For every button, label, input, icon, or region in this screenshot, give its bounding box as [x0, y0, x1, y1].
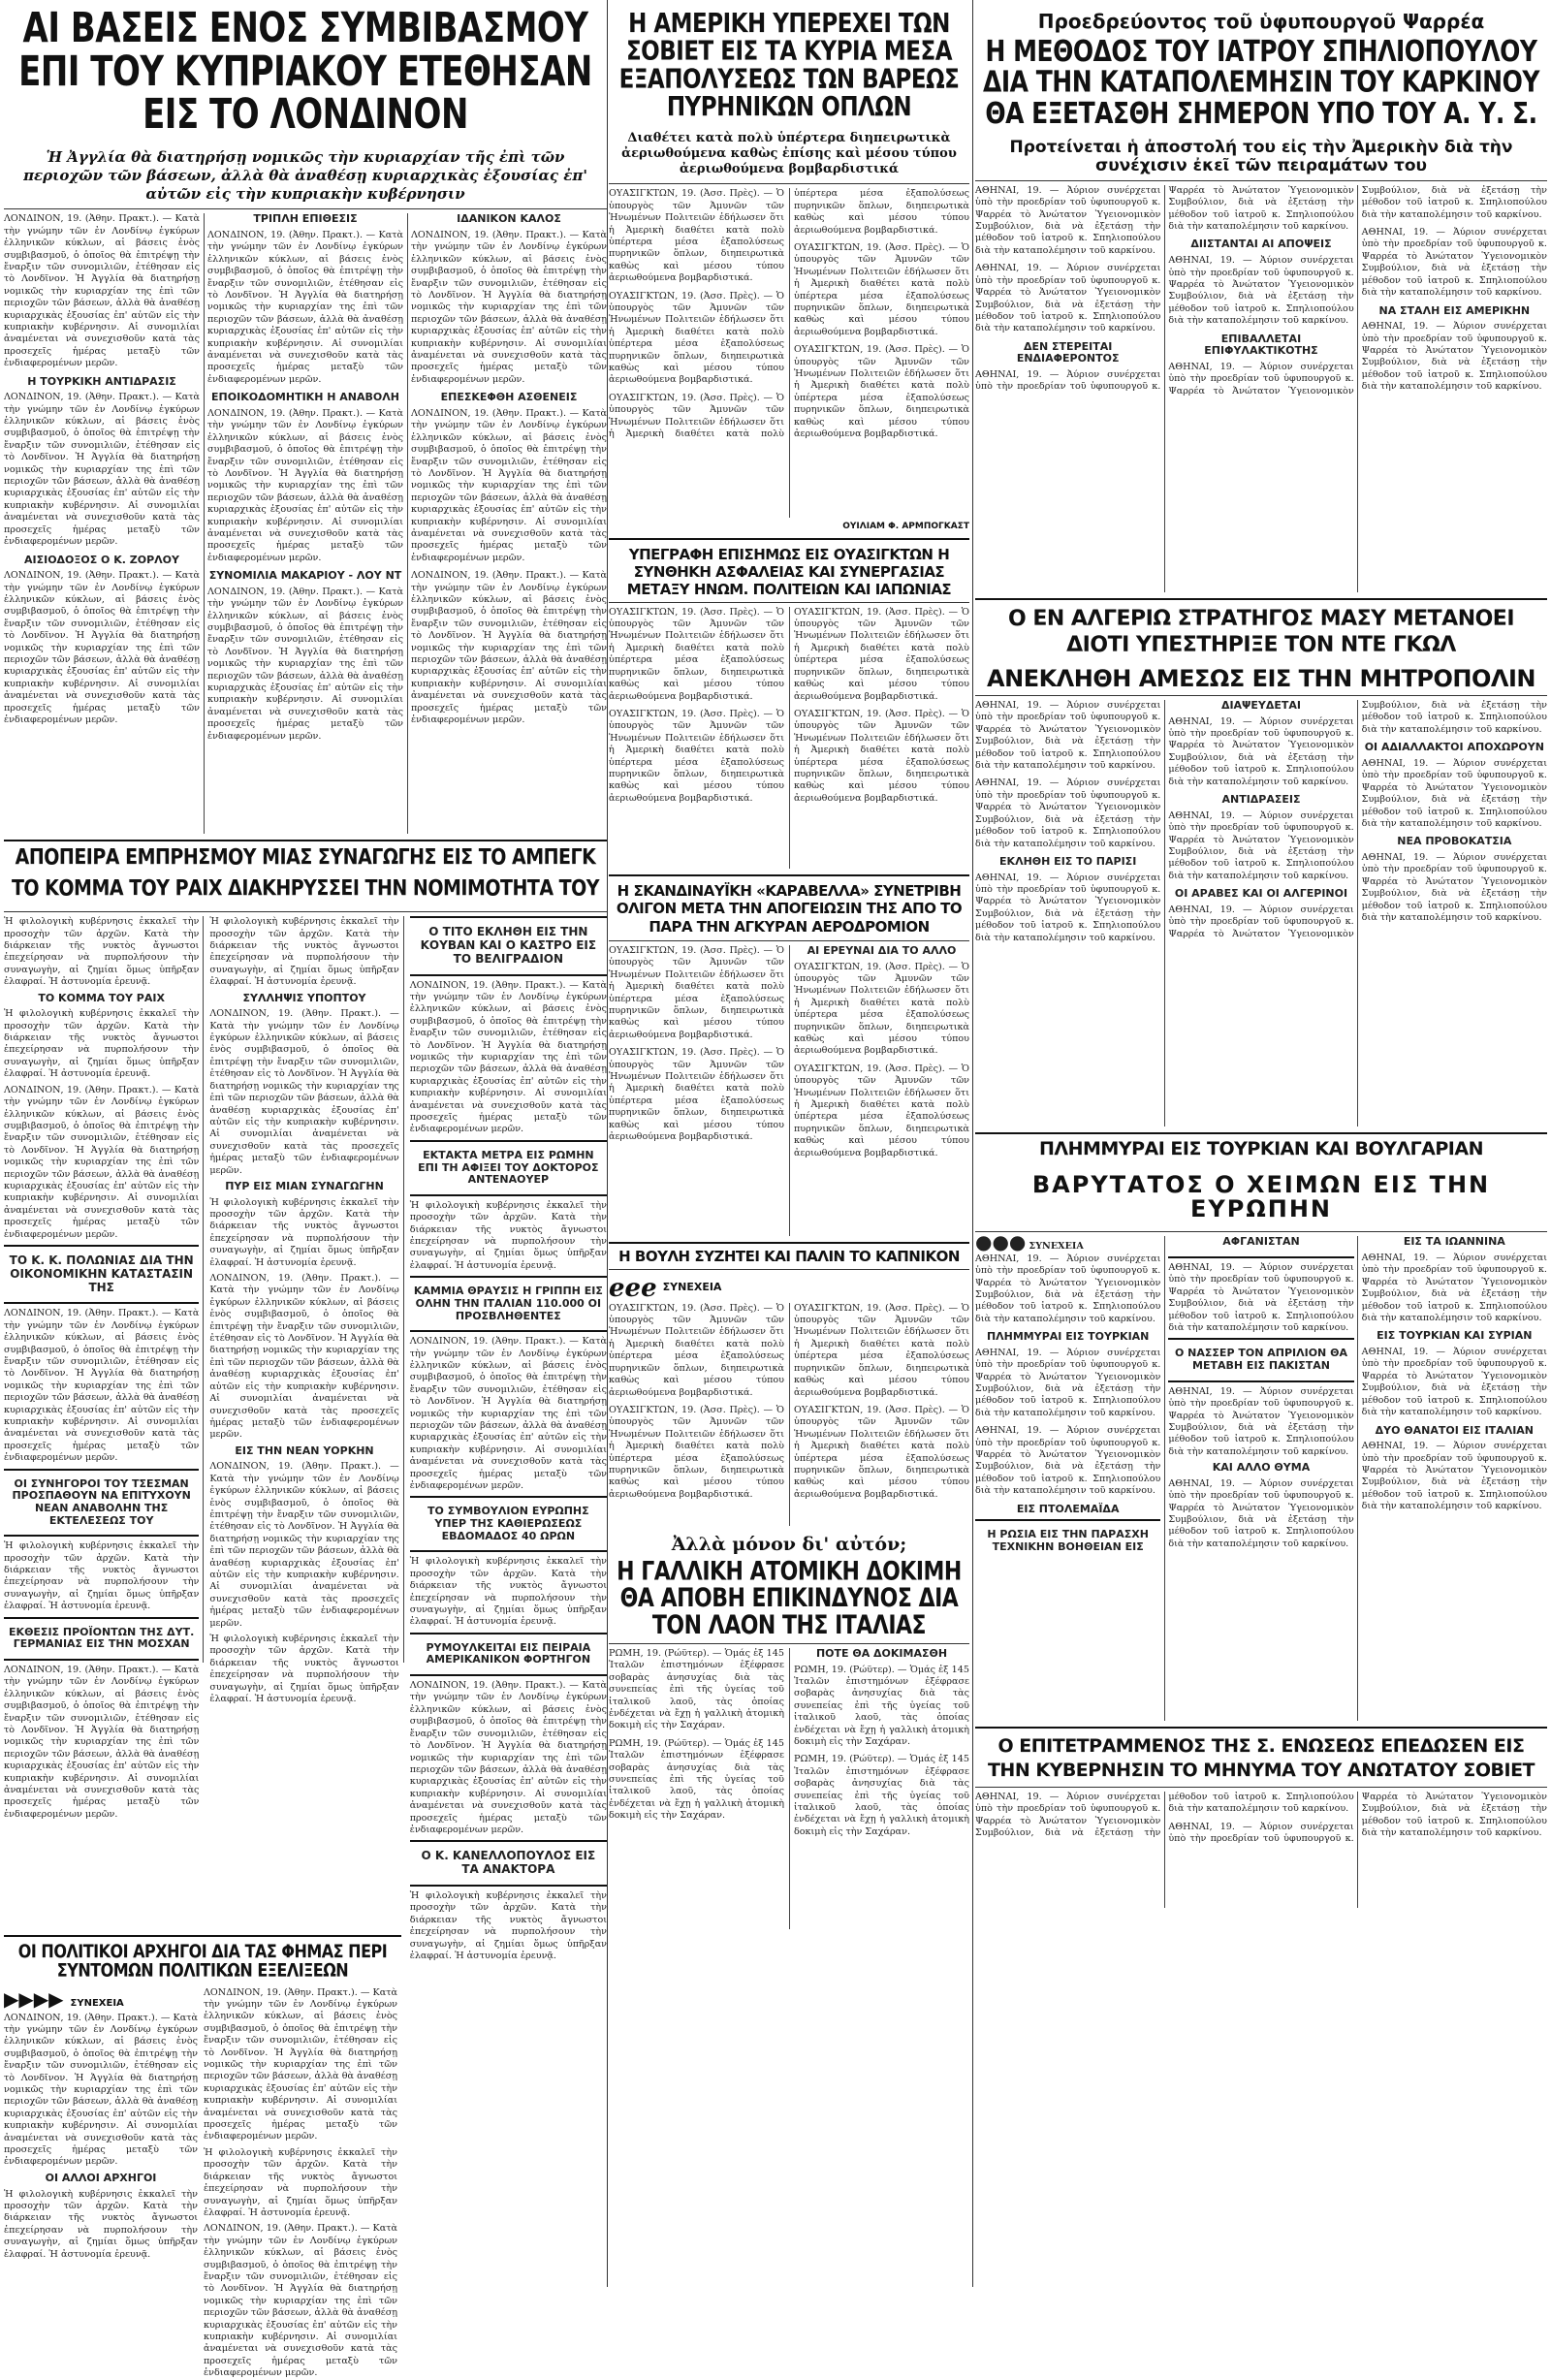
- headline-floods: ΠΛΗΜΜΥΡΑΙ ΕΙΣ ΤΟΥΡΚΙΑΝ ΚΑΙ ΒΟΥΛΓΑΡΙΑΝ: [1039, 1138, 1483, 1160]
- divider: [975, 1727, 1547, 1729]
- article-caravelle-body: [609, 945, 969, 1236]
- article-left-narrow: [4, 916, 204, 1820]
- divider: [975, 695, 1547, 696]
- political-leaders-section: [4, 1929, 401, 2379]
- article-paragraph: ΛΟΝΔΙΝΟΝ, 19. (Ἀθην. Πρακτ.). — Κατὰ τὴν γνώμην τῶν ἐν Λονδίνῳ ἐγκύρων ἑλληνικῶν κύκλων, αἱ βάσεις ἑνὸς συμβιβασμοῦ, ὁ ὁποῖος θὰ ἐπιτρέψῃ τὴν ἔναρξιν τῶν συνομιλιῶν, ἐτέθησαν εἰς τὸ Λονδῖνον. Ἡ Ἀγγλία θὰ διατηρήσῃ νομικῶς τὴν κυριαρχίαν της ἐπὶ τῶν περιοχῶν τῶν βάσεων, ἀλλὰ θὰ ἀναθέσῃ κυριαρχικὰς ἐξουσίας ἐπ' αὐτῶν εἰς τὴν κυπριακὴν κυβέρνησιν. Αἱ συνομιλίαι ἀναμένεται νὰ συνεχισθοῦν κατὰ τὰς προσεχεῖς ἡμέρας μεταξὺ τῶν ἐνδιαφερομένων μερῶν.: [207, 407, 403, 563]
- article-paragraph: ΑΘΗΝΑΙ, 19. — Ἀύριον συνέρχεται ὑπὸ τὴν προεδρίαν τοῦ ὑφυπουργοῦ κ. Ψαρρέα τὸ Ἀνώτατον Ὑγειονομικὸν Συμβούλιον, διὰ νὰ ἐξετάσῃ τὴν μέθοδον τοῦ ἰατροῦ κ. Σπηλιοπούλου διὰ τὴν καταπολέμησιν τοῦ καρκίνου.: [1361, 1347, 1547, 1418]
- box-title: ΕΚΘΕΣΙΣ ΠΡΟΪΟΝΤΩΝ ΤΗΣ ΔΥΤ. ΓΕΡΜΑΝΙΑΣ ΕΙΣ ΤΗΝ ΜΟΣΧΑΝ: [9, 1625, 195, 1651]
- box-title: ΚΑΜΜΙΑ ΘΡΑΥΣΙΣ Η ΓΡΙΠΠΗ ΕΙΣ ΟΛΗΝ ΤΗΝ ΙΤΑΛΙΑΝ 110.000 ΟΙ ΠΡΟΣΒΛΗΘΕΝΤΕΣ: [413, 1285, 603, 1322]
- article-paragraph: Ἡ φιλολογικὴ κυβέρνησις ἐκκαλεῖ τὴν προσοχὴν τῶν ἀρχῶν. Κατὰ τὴν διάρκειαν τῆς νυκτὸς ἄγνωστοι ἐπεχείρησαν νὰ πυρπολήσουν τὴν συναγωγὴν, αἱ ζημίαι ὅμως ὑπῆρξαν ἐλαφραί. Ἡ ἀστυνομία ἐρευνᾷ.: [209, 916, 399, 988]
- divider: [975, 1132, 1547, 1134]
- section-subhead: ΑΝΤΙΔΡΑΣΕΙΣ: [1221, 793, 1301, 807]
- article-paragraph: Ἡ φιλολογικὴ κυβέρνησις ἐκκαλεῖ τὴν προσοχὴν τῶν ἀρχῶν. Κατὰ τὴν διάρκειαν τῆς νυκτὸς ἄγνωστοι ἐπεχείρησαν νὰ πυρπολήσουν τὴν συναγωγὴν, αἱ ζημίαι ὅμως ὑπῆρξαν ἐλαφραί. Ἡ ἀστυνομία ἐρευνᾷ.: [209, 1634, 399, 1705]
- article-left-middle: [209, 916, 403, 1705]
- article-paragraph: ΟΥΑΣΙΓΚΤΩΝ, 19. (Ἀσσ. Πρὲς). — Ὁ ὑπουργὸς τῶν Ἀμυνῶν τῶν Ἡνωμένων Πολιτειῶν ἐδήλωσεν ὅτι ἡ Ἀμερικὴ διαθέτει κατὰ πολὺ ὑπέρτερα μέσα ἐξαπολύσεως πυρηνικῶν ὅπλων, διηπειρωτικὰ καθὼς καὶ μέσου τύπου ἀεριωθούμενα βομβαρδιστικά.: [609, 1404, 784, 1500]
- article-atomic-body: [609, 1648, 969, 1929]
- continuation-row: [975, 1230, 1160, 1254]
- headline-french-atomic-test: Η ΓΑΛΛΙΚΗ ΑΤΟΜΙΚΗ ΔΟΚΙΜΗ ΘΑ ΑΠΟΒΗ ΕΠΙΚΙΝΔΥΝΟΣ ΔΙΑ ΤΟΝ ΛΑΟΝ ΤΗΣ ΙΤΑΛΙΑΣ: [617, 1557, 962, 1640]
- article-paragraph: ΟΥΑΣΙΓΚΤΩΝ, 19. (Ἀσσ. Πρὲς). — Ὁ ὑπουργὸς τῶν Ἀμυνῶν τῶν Ἡνωμένων Πολιτειῶν ἐδήλωσεν ὅτι ἡ Ἀμερικὴ διαθέτει κατὰ πολὺ ὑπέρτερα μέσα ἐξαπολύσεως πυρηνικῶν ὅπλων, διηπειρωτικὰ καθὼς καὶ μέσου τύπου ἀεριωθούμενα βομβαρδιστικά.: [794, 344, 969, 440]
- article-paragraph: ΑΘΗΝΑΙ, 19. — Ἀύριον συνέρχεται ὑπὸ τὴν προεδρίαν τοῦ ὑφυπουργοῦ κ. Ψαρρέα τὸ Ἀνώτατον Ὑγειονομικὸν Συμβούλιον, διὰ νὰ ἐξετάσῃ τὴν μέθοδον τοῦ ἰατροῦ κ. Σπηλιοπούλου διὰ τὴν καταπολέμησιν τοῦ καρκίνου.: [975, 872, 1161, 943]
- article-political-body-2: [204, 1986, 397, 2379]
- article-paragraph: ΑΘΗΝΑΙ, 19. — Ἀύριον συνέρχεται ὑπὸ τὴν προεδρίαν τοῦ ὑφυπουργοῦ κ. Ψαρρέα τὸ Ἀνώτατον Ὑγειονομικὸν Συμβούλιον, διὰ νὰ ἐξετάσῃ τὴν μέθοδον τοῦ ἰατροῦ κ. Σπηλιοπούλου διὰ τὴν καταπολέμησιν τοῦ καρκίνου.: [975, 777, 1161, 849]
- headline-america-soviet: Η ΑΜΕΡΙΚΗ ΥΠΕΡΕΧΕΙ ΤΩΝ ΣΟΒΙΕΤ ΕΙΣ ΤΑ ΚΥΡΙΑ ΜΕΣΑ ΕΞΑΠΟΛΥΣΕΩΣ ΤΩΝ ΒΑΡΕΩΣ ΠΥΡΗΝΙΚΩΝ ΟΠΛΩΝ: [618, 8, 960, 123]
- headline-soviet-message: Ο ΕΠΙΤΕΤΡΑΜΜΕΝΟΣ ΤΗΣ Σ. ΕΝΩΣΕΩΣ ΕΠΕΔΩΣΕΝ ΕΙΣ ΤΗΝ ΚΥΒΕΡΝΗΣΙΝ ΤΟ ΜΗΝΥΜΑ ΤΟΥ ΑΝΩΤΑΤΟΥ ΣΟΒΙΕΤ: [987, 1735, 1535, 1782]
- headline-caravelle-crash: Η ΣΚΑΝΔΙΝΑΥΪΚΗ «ΚΑΡΑΒΕΛΛΑ» ΣΥΝΕΤΡΙΒΗ ΟΛΙΓΟΝ ΜΕΤΑ ΤΗΝ ΑΠΟΓΕΙΩΣΙΝ ΤΗΣ ΑΠΟ ΤΟ ΠΑΡΑ ΤΗΝ ΑΓΚΥΡΑΝ ΑΕΡΟΔΡΟΜΙΟΝ: [616, 881, 963, 936]
- article-paragraph: Ἡ φιλολογικὴ κυβέρνησις ἐκκαλεῖ τὴν προσοχὴν τῶν ἀρχῶν. Κατὰ τὴν διάρκειαν τῆς νυκτὸς ἄγνωστοι ἐπεχείρησαν νὰ πυρπολήσουν τὴν συναγωγὴν, αἱ ζημίαι ὅμως ὑπῆρξαν ἐλαφραί. Ἡ ἀστυνομία ἐρευνᾷ.: [409, 1556, 607, 1628]
- news-box-council-europe: [410, 1496, 607, 1552]
- column-right: [975, 0, 1547, 2287]
- article-paragraph: Ἡ φιλολογικὴ κυβέρνησις ἐκκαλεῖ τὴν προσοχὴν τῶν ἀρχῶν. Κατὰ τὴν διάρκειαν τῆς νυκτὸς ἄγνωστοι ἐπεχείρησαν νὰ πυρπολήσουν τὴν συναγωγὴν, αἱ ζημίαι ὅμως ὑπῆρξαν ἐλαφραί. Ἡ ἀστυνομία ἐρευνᾷ.: [4, 916, 200, 988]
- box-title: ΤΟ ΣΥΜΒΟΥΛΙΟΝ ΕΥΡΩΠΗΣ ΥΠΕΡ ΤΗΣ ΚΑΘΙΕΡΩΣΕΩΣ ΕΒΔΟΜΑΔΟΣ 40 ΩΡΩΝ: [427, 1505, 589, 1542]
- article-paragraph: Ἡ φιλολογικὴ κυβέρνησις ἐκκαλεῖ τὴν προσοχὴν τῶν ἀρχῶν. Κατὰ τὴν διάρκειαν τῆς νυκτὸς ἄγνωστοι ἐπεχείρησαν νὰ πυρπολήσουν τὴν συναγωγὴν, αἱ ζημίαι ὅμως ὑπῆρξαν ἐλαφραί. Ἡ ἀστυνομία ἐρευνᾷ.: [209, 1196, 399, 1268]
- article-paragraph: ΑΘΗΝΑΙ, 19. — Ἀύριον συνέρχεται ὑπὸ τὴν προεδρίαν τοῦ ὑφυπουργοῦ κ. Ψαρρέα τὸ Ἀνώτατον Ὑγειονομικὸν Συμβούλιον, διὰ νὰ ἐξετάσῃ τὴν μέθοδον τοῦ ἰατροῦ κ. Σπηλιοπούλου διὰ τὴν καταπολέμησιν τοῦ καρκίνου.: [975, 1791, 1354, 1838]
- article-paragraph: ΑΘΗΝΑΙ, 19. — Ἀύριον συνέρχεται ὑπὸ τὴν προεδρίαν τοῦ ὑφυπουργοῦ κ. Ψαρρέα τὸ Ἀνώτατον Ὑγειονομικὸν Συμβούλιον, διὰ νὰ ἐξετάσῃ τὴν μέθοδον τοῦ ἰατροῦ κ. Σπηλιοπούλου διὰ τὴν καταπολέμησιν τοῦ καρκίνου.: [975, 184, 1354, 393]
- section-subhead: ΕΙΣ ΤΑ ΙΩΑΝΝΙΝΑ: [1403, 1235, 1505, 1249]
- article-paragraph: ΑΘΗΝΑΙ, 19. — Ἀύριον συνέρχεται ὑπὸ τὴν προεδρίαν τοῦ ὑφυπουργοῦ κ. Ψαρρέα τὸ Ἀνώτατον Ὑγειονομικὸν Συμβούλιον, διὰ νὰ ἐξετάσῃ τὴν μέθοδον τοῦ ἰατροῦ κ. Σπηλιοπούλου διὰ τὴν καταπολέμησιν τοῦ καρκίνου.: [1168, 184, 1547, 397]
- article-paragraph: ΛΟΝΔΙΝΟΝ, 19. (Ἀθην. Πρακτ.). — Κατὰ τὴν γνώμην τῶν ἐν Λονδίνῳ ἐγκύρων ἑλληνικῶν κύκλων, αἱ βάσεις ἑνὸς συμβιβασμοῦ, ὁ ὁποῖος θὰ ἐπιτρέψῃ τὴν ἔναρξιν τῶν συνομιλιῶν, ἐτέθησαν εἰς τὸ Λονδῖνον. Ἡ Ἀγγλία θὰ διατηρήσῃ νομικῶς τὴν κυριαρχίαν της ἐπὶ τῶν περιοχῶν τῶν βάσεων, ἀλλὰ θὰ ἀναθέσῃ κυριαρχικὰς ἐξουσίας ἐπ' αὐτῶν εἰς τὴν κυπριακὴν κυβέρνησιν. Αἱ συνομιλίαι ἀναμένεται νὰ συνεχισθοῦν κατὰ τὰς προσεχεῖς ἡμέρας μεταξὺ τῶν ἐνδιαφερομένων μερῶν.: [409, 1336, 607, 1492]
- section-subhead: ΕΙΣ ΠΤΟΛΕΜΑΪΔΑ: [1016, 1502, 1120, 1515]
- continuation-label: ΣΥΝΕΧΕΙΑ: [70, 1997, 124, 2009]
- article-paragraph: ΟΥΑΣΙΓΚΤΩΝ, 19. (Ἀσσ. Πρὲς). — Ὁ ὑπουργὸς τῶν Ἀμυνῶν τῶν Ἡνωμένων Πολιτειῶν ἐδήλωσεν ὅτι ἡ Ἀμερικὴ διαθέτει κατὰ πολὺ ὑπέρτερα μέσα ἐξαπολύσεως πυρηνικῶν ὅπλων, διηπειρωτικὰ καθὼς καὶ μέσου τύπου ἀεριωθούμενα βομβαρδιστικά.: [794, 1063, 969, 1158]
- section-subhead: ΕΙΣ ΤΗΝ ΝΕΑΝ ΥΟΡΚΗΝ: [235, 1444, 374, 1457]
- article-paragraph: ΡΩΜΗ, 19. (Ρώϋτερ). — Ὁμάς ἐξ 145 Ἰταλῶν ἐπιστημόνων ἐξέφρασε σοβαρὰς ἀνησυχίας διὰ τὰς συνεπείας ἐπὶ τῆς ὑγείας τοῦ ἰταλικοῦ λαοῦ, τὰς ὁποίας ἐνδέχεται νὰ ἔχῃ ἡ γαλλικὴ ἀτομικὴ δοκιμὴ εἰς τὴν Σαχάραν.: [609, 1647, 784, 1731]
- article-paragraph: ΛΟΝΔΙΝΟΝ, 19. (Ἀθην. Πρακτ.). — Κατὰ τὴν γνώμην τῶν ἐν Λονδίνῳ ἐγκύρων ἑλληνικῶν κύκλων, αἱ βάσεις ἑνὸς συμβιβασμοῦ, ὁ ὁποῖος θὰ ἐπιτρέψῃ τὴν ἔναρξιν τῶν συνομιλιῶν, ἐτέθησαν εἰς τὸ Λονδῖνον. Ἡ Ἀγγλία θὰ διατηρήσῃ νομικῶς τὴν κυριαρχίαν της ἐπὶ τῶν περιοχῶν τῶν βάσεων, ἀλλὰ θὰ ἀναθέσῃ κυριαρχικὰς ἐξουσίας ἐπ' αὐτῶν εἰς τὴν κυπριακὴν κυβέρνησιν. Αἱ συνομιλίαι ἀναμένεται νὰ συνεχισθοῦν κατὰ τὰς προσεχεῖς ἡμέρας μεταξὺ τῶν ἐνδιαφερομένων μερῶν.: [4, 213, 200, 369]
- article-paragraph: ΛΟΝΔΙΝΟΝ, 19. (Ἀθην. Πρακτ.). — Κατὰ τὴν γνώμην τῶν ἐν Λονδίνῳ ἐγκύρων ἑλληνικῶν κύκλων, αἱ βάσεις ἑνὸς συμβιβασμοῦ, ὁ ὁποῖος θὰ ἐπιτρέψῃ τὴν ἔναρξιν τῶν συνομιλιῶν, ἐτέθησαν εἰς τὸ Λονδῖνον. Ἡ Ἀγγλία θὰ διατηρήσῃ νομικῶς τὴν κυριαρχίαν της ἐπὶ τῶν περιοχῶν τῶν βάσεων, ἀλλὰ θὰ ἀναθέσῃ κυριαρχικὰς ἐξουσίας ἐπ' αὐτῶν εἰς τὴν κυπριακὴν κυβέρνησιν. Αἱ συνομιλίαι ἀναμένεται νὰ συνεχισθοῦν κατὰ τὰς προσεχεῖς ἡμέρας μεταξὺ τῶν ἐνδιαφερομένων μερῶν.: [411, 407, 607, 563]
- continuation-label: ΣΥΝΕΧΕΙΑ: [1029, 1241, 1084, 1253]
- continuation-row: [609, 1274, 969, 1303]
- article-soviet-body: [975, 1792, 1547, 1908]
- article-paragraph: ΛΟΝΔΙΝΟΝ, 19. (Ἀθην. Πρακτ.). — Κατὰ τὴν γνώμην τῶν ἐν Λονδίνῳ ἐγκύρων ἑλληνικῶν κύκλων, αἱ βάσεις ἑνὸς συμβιβασμοῦ, ὁ ὁποῖος θὰ ἐπιτρέψῃ τὴν ἔναρξιν τῶν συνομιλιῶν, ἐτέθησαν εἰς τὸ Λονδῖνον. Ἡ Ἀγγλία θὰ διατηρήσῃ νομικῶς τὴν κυριαρχίαν της ἐπὶ τῶν περιοχῶν τῶν βάσεων, ἀλλὰ θὰ ἀναθέσῃ κυριαρχικὰς ἐξουσίας ἐπ' αὐτῶν εἰς τὴν κυπριακὴν κυβέρνησιν. Αἱ συνομιλίαι ἀναμένεται νὰ συνεχισθοῦν κατὰ τὰς προσεχεῖς ἡμέρας μεταξὺ τῶν ἐνδιαφερομένων μερῶν.: [4, 1308, 200, 1464]
- divider: [975, 1787, 1547, 1788]
- subheadline-cyprus: Ἡ Ἀγγλία θὰ διατηρήσῃ νομικῶς τὴν κυριαρχίαν τῆς ἐπὶ τῶν περιοχῶν τῶν βάσεων, ἀλλὰ θὰ ἀναθέσῃ κυριαρχικὰς ἐξουσίας ἐπ' αὐτῶν εἰς τὴν κυπριακὴν κυβέρνησιν: [23, 148, 587, 203]
- headline-winter-europe: ΒΑΡΥΤΑΤΟΣ Ο ΧΕΙΜΩΝ ΕΙΣ ΤΗΝ ΕΥΡΩΠΗΝ: [1031, 1170, 1491, 1223]
- box-title: Ο ΤΙΤΟ ΕΚΛΗΘΗ ΕΙΣ ΤΗΝ ΚΟΥΒΑΝ ΚΑΙ Ο ΚΑΣΤΡΟ ΕΙΣ ΤΟ ΒΕΛΙΓΡΑΔΙΟΝ: [420, 925, 597, 966]
- continuation-row: [4, 1986, 401, 2379]
- article-paragraph: ΑΘΗΝΑΙ, 19. — Ἀύριον συνέρχεται ὑπὸ τὴν προεδρίαν τοῦ ὑφυπουργοῦ κ. Ψαρρέα τὸ Ἀνώτατον Ὑγειονομικὸν Συμβούλιον, διὰ νὰ ἐξετάσῃ τὴν μέθοδον τοῦ ἰατροῦ κ. Σπηλιοπούλου διὰ τὴν καταπολέμησιν τοῦ καρκίνου.: [1168, 715, 1354, 787]
- article-parliament-body: [609, 1303, 969, 1526]
- article-paragraph: ΟΥΑΣΙΓΚΤΩΝ, 19. (Ἀσσ. Πρὲς). — Ὁ ὑπουργὸς τῶν Ἀμυνῶν τῶν Ἡνωμένων Πολιτειῶν ἐδήλωσεν ὅτι ἡ Ἀμερικὴ διαθέτει κατὰ πολὺ ὑπέρτερα μέσα ἐξαπολύσεως πυρηνικῶν ὅπλων, διηπειρωτικὰ καθὼς καὶ μέσου τύπου ἀεριωθούμενα βομβαρδιστικά.: [609, 944, 784, 1040]
- headline-cancer-method: Η ΜΕΘΟΔΟΣ ΤΟΥ ΙΑΤΡΟΥ ΣΠΗΛΙΟΠΟΥΛΟΥ ΔΙΑ ΤΗΝ ΚΑΤΑΠΟΛΕΜΗΣΙΝ ΤΟΥ ΚΑΡΚΙΝΟΥ ΘΑ ΕΞΕΤΑΣΘΗ ΣΗΜΕΡΟΝ ΥΠΟ ΤΟΥ Α. Υ. Σ.: [983, 34, 1539, 130]
- article-signature: ΟΥΙΛΙΑΜ Φ. ΑΡΜΠΟΓΚΑΣΤ: [842, 522, 969, 532]
- article-paragraph: ΑΘΗΝΑΙ, 19. — Ἀύριον συνέρχεται ὑπὸ τὴν προεδρίαν τοῦ ὑφυπουργοῦ κ. Ψαρρέα τὸ Ἀνώτατον Ὑγειονομικὸν Συμβούλιον, διὰ νὰ ἐξετάσῃ τὴν μέθοδον τοῦ ἰατροῦ κ. Σπηλιοπούλου διὰ τὴν καταπολέμησιν τοῦ καρκίνου.: [1168, 1477, 1354, 1549]
- article-paragraph: ΑΘΗΝΑΙ, 19. — Ἀύριον συνέρχεται ὑπὸ τὴν προεδρίαν τοῦ ὑφυπουργοῦ κ. Ψαρρέα τὸ Ἀνώτατον Ὑγειονομικὸν Συμβούλιον, διὰ νὰ ἐξετάσῃ τὴν μέθοδον τοῦ ἰατροῦ κ. Σπηλιοπούλου διὰ τὴν καταπολέμησιν τοῦ καρκίνου.: [1361, 321, 1547, 393]
- article-paragraph: ΑΘΗΝΑΙ, 19. — Ἀύριον συνέρχεται ὑπὸ τὴν προεδρίαν τοῦ ὑφυπουργοῦ κ. Ψαρρέα τὸ Ἀνώτατον Ὑγειονομικὸν Συμβούλιον, διὰ νὰ ἐξετάσῃ τὴν μέθοδον τοῦ ἰατροῦ κ. Σπηλιοπούλου διὰ τὴν καταπολέμησιν τοῦ καρκίνου.: [975, 263, 1161, 334]
- article-paragraph: ΛΟΝΔΙΝΟΝ, 19. (Ἀθην. Πρακτ.). — Κατὰ τὴν γνώμην τῶν ἐν Λονδίνῳ ἐγκύρων ἑλληνικῶν κύκλων, αἱ βάσεις ἑνὸς συμβιβασμοῦ, ὁ ὁποῖος θὰ ἐπιτρέψῃ τὴν ἔναρξιν τῶν συνομιλιῶν, ἐτέθησαν εἰς τὸ Λονδῖνον. Ἡ Ἀγγλία θὰ διατηρήσῃ νομικῶς τὴν κυριαρχίαν της ἐπὶ τῶν περιοχῶν τῶν βάσεων, ἀλλὰ θὰ ἀναθέσῃ κυριαρχικὰς ἐξουσίας ἐπ' αὐτῶν εἰς τὴν κυπριακὴν κυβέρνησιν. Αἱ συνομιλίαι ἀναμένεται νὰ συνεχισθοῦν κατὰ τὰς προσεχεῖς ἡμέρας μεταξὺ τῶν ἐνδιαφερομένων μερῶν.: [207, 229, 403, 385]
- section-subhead: ΙΔΑΝΙΚΟΝ ΚΑΛΟΣ: [457, 212, 561, 226]
- section-subhead: ΑΙΣΙΟΔΟΞΟΣ Ο Κ. ΖΟΡΛΟΥ: [23, 553, 179, 566]
- continuation-icon: ℯℯℯ: [609, 1273, 657, 1303]
- column-divider: [607, 0, 608, 2287]
- article-paragraph: ΟΥΑΣΙΓΚΤΩΝ, 19. (Ἀσσ. Πρὲς). — Ὁ ὑπουργὸς τῶν Ἀμυνῶν τῶν Ἡνωμένων Πολιτειῶν ἐδήλωσεν ὅτι ἡ Ἀμερικὴ διαθέτει κατὰ πολὺ ὑπέρτερα μέσα ἐξαπολύσεως πυρηνικῶν ὅπλων, διηπειρωτικὰ καθὼς καὶ μέσου τύπου ἀεριωθούμενα βομβαρδιστικά.: [794, 708, 969, 804]
- divider: [609, 1269, 969, 1270]
- article-paragraph: ΛΟΝΔΙΝΟΝ, 19. (Ἀθην. Πρακτ.). — Κατὰ τὴν γνώμην τῶν ἐν Λονδίνῳ ἐγκύρων ἑλληνικῶν κύκλων, αἱ βάσεις ἑνὸς συμβιβασμοῦ, ὁ ὁποῖος θὰ ἐπιτρέψῃ τὴν ἔναρξιν τῶν συνομιλιῶν, ἐτέθησαν εἰς τὸ Λονδῖνον. Ἡ Ἀγγλία θὰ διατηρήσῃ νομικῶς τὴν κυριαρχίαν της ἐπὶ τῶν περιοχῶν τῶν βάσεων, ἀλλὰ θὰ ἀναθέσῃ κυριαρχικὰς ἐξουσίας ἐπ' αὐτῶν εἰς τὴν κυπριακὴν κυβέρνησιν. Αἱ συνομιλίαι ἀναμένεται νὰ συνεχισθοῦν κατὰ τὰς προσεχεῖς ἡμέρας μεταξὺ τῶν ἐνδιαφερομένων μερῶν.: [4, 2012, 198, 2168]
- kicker-psarreas: Προεδρεύοντος τοῦ ὑφυπουργοῦ Ψαρρέα: [1037, 10, 1485, 33]
- section-subhead: ΕΠΙΒΑΛΛΕΤΑΙ ΕΠΙΦΥΛΑΚΤΙΚΟΤΗΣ: [1204, 332, 1318, 358]
- kicker-question: Ἀλλὰ μόνον δι' αὐτόν;: [671, 1533, 907, 1555]
- article-paragraph: ΛΟΝΔΙΝΟΝ, 19. (Ἀθην. Πρακτ.). — Κατὰ τὴν γνώμην τῶν ἐν Λονδίνῳ ἐγκύρων ἑλληνικῶν κύκλων, αἱ βάσεις ἑνὸς συμβιβασμοῦ, ὁ ὁποῖος θὰ ἐπιτρέψῃ τὴν ἔναρξιν τῶν συνομιλιῶν, ἐτέθησαν εἰς τὸ Λονδῖνον. Ἡ Ἀγγλία θὰ διατηρήσῃ νομικῶς τὴν κυριαρχίαν της ἐπὶ τῶν περιοχῶν τῶν βάσεων, ἀλλὰ θὰ ἀναθέσῃ κυριαρχικὰς ἐξουσίας ἐπ' αὐτῶν εἰς τὴν κυπριακὴν κυβέρνησιν. Αἱ συνομιλίαι ἀναμένεται νὰ συνεχισθοῦν κατὰ τὰς προσεχεῖς ἡμέρας μεταξὺ τῶν ἐνδιαφερομένων μερῶν.: [209, 1008, 399, 1176]
- article-paragraph: ΑΘΗΝΑΙ, 19. — Ἀύριον συνέρχεται ὑπὸ τὴν προεδρίαν τοῦ ὑφυπουργοῦ κ. Ψαρρέα τὸ Ἀνώτατον Ὑγειονομικὸν Συμβούλιον, διὰ νὰ ἐξετάσῃ τὴν μέθοδον τοῦ ἰατροῦ κ. Σπηλιοπούλου διὰ τὴν καταπολέμησιν τοῦ καρκίνου.: [1168, 700, 1547, 939]
- article-paragraph: ΛΟΝΔΙΝΟΝ, 19. (Ἀθην. Πρακτ.). — Κατὰ τὴν γνώμην τῶν ἐν Λονδίνῳ ἐγκύρων ἑλληνικῶν κύκλων, αἱ βάσεις ἑνὸς συμβιβασμοῦ, ὁ ὁποῖος θὰ ἐπιτρέψῃ τὴν ἔναρξιν τῶν συνομιλιῶν, ἐτέθησαν εἰς τὸ Λονδῖνον. Ἡ Ἀγγλία θὰ διατηρήσῃ νομικῶς τὴν κυριαρχίαν της ἐπὶ τῶν περιοχῶν τῶν βάσεων, ἀλλὰ θὰ ἀναθέσῃ κυριαρχικὰς ἐξουσίας ἐπ' αὐτῶν εἰς τὴν κυπριακὴν κυβέρνησιν. Αἱ συνομιλίαι ἀναμένεται νὰ συνεχισθοῦν κατὰ τὰς προσεχεῖς ἡμέρας μεταξὺ τῶν ἐνδιαφερομένων μερῶν.: [4, 570, 200, 726]
- article-paragraph: ΟΥΑΣΙΓΚΤΩΝ, 19. (Ἀσσ. Πρὲς). — Ὁ ὑπουργὸς τῶν Ἀμυνῶν τῶν Ἡνωμένων Πολιτειῶν ἐδήλωσεν ὅτι ἡ Ἀμερικὴ διαθέτει κατὰ πολὺ ὑπέρτερα μέσα ἐξαπολύσεως πυρηνικῶν ὅπλων, διηπειρωτικὰ καθὼς καὶ μέσου τύπου ἀεριωθούμενα βομβαρδιστικά.: [794, 1302, 969, 1398]
- box-title: Η ΡΩΣΙΑ ΕΙΣ ΤΗΝ ΠΑΡΑΣΧΗ ΤΕΧΝΙΚΗΝ ΒΟΗΘΕΙΑΝ ΕΙΣ ΑΦΓΑΝΙΣΤΑΝ: [987, 1235, 1300, 1553]
- column-divider: [972, 0, 973, 2287]
- news-box-exhibition: [4, 1617, 199, 1661]
- divider: [609, 602, 969, 603]
- section-subhead: ΕΠΟΙΚΟΔΟΜΗΤΙΚΗ Η ΑΝΑΒΟΛΗ: [211, 391, 399, 404]
- divider: [4, 1935, 401, 1937]
- article-paragraph: ΟΥΑΣΙΓΚΤΩΝ, 19. (Ἀσσ. Πρὲς). — Ὁ ὑπουργὸς τῶν Ἀμυνῶν τῶν Ἡνωμένων Πολιτειῶν ἐδήλωσεν ὅτι ἡ Ἀμερικὴ διαθέτει κατὰ πολὺ ὑπέρτερα μέσα ἐξαπολύσεως πυρηνικῶν ὅπλων, διηπειρωτικὰ καθὼς καὶ μέσου τύπου ἀεριωθούμενα βομβαρδιστικά.: [609, 606, 784, 702]
- article-america-body: [609, 188, 969, 518]
- subheadline-cancer: Προτείνεται ἡ ἀποστολή του εἰς τὴν Ἀμερικὴν διὰ τὴν συνέχισιν ἐκεῖ τῶν πειραμάτων του: [1009, 137, 1513, 176]
- article-paragraph: Ἡ φιλολογικὴ κυβέρνησις ἐκκαλεῖ τὴν προσοχὴν τῶν ἀρχῶν. Κατὰ τὴν διάρκειαν τῆς νυκτὸς ἄγνωστοι ἐπεχείρησαν νὰ πυρπολήσουν τὴν συναγωγὴν, αἱ ζημίαι ὅμως ὑπῆρξαν ἐλαφραί. Ἡ ἀστυνομία ἐρευνᾷ.: [4, 2188, 198, 2260]
- article-paragraph: ΑΘΗΝΑΙ, 19. — Ἀύριον συνέρχεται ὑπὸ τὴν προεδρίαν τοῦ ὑφυπουργοῦ κ. Ψαρρέα τὸ Ἀνώτατον Ὑγειονομικὸν Συμβούλιον, διὰ νὰ ἐξετάσῃ τὴν μέθοδον τοῦ ἰατροῦ κ. Σπηλιοπούλου διὰ τὴν καταπολέμησιν τοῦ καρκίνου.: [975, 700, 1161, 772]
- article-paragraph: ΟΥΑΣΙΓΚΤΩΝ, 19. (Ἀσσ. Πρὲς). — Ὁ ὑπουργὸς τῶν Ἀμυνῶν τῶν Ἡνωμένων Πολιτειῶν ἐδήλωσεν ὅτι ἡ Ἀμερικὴ διαθέτει κατὰ πολὺ ὑπέρτερα μέσα ἐξαπολύσεως πυρηνικῶν ὅπλων, διηπειρωτικὰ καθὼς καὶ μέσου τύπου ἀεριωθούμενα βομβαρδιστικά.: [794, 241, 969, 337]
- article-paragraph: ΟΥΑΣΙΓΚΤΩΝ, 19. (Ἀσσ. Πρὲς). — Ὁ ὑπουργὸς τῶν Ἀμυνῶν τῶν Ἡνωμένων Πολιτειῶν ἐδήλωσεν ὅτι ἡ Ἀμερικὴ διαθέτει κατὰ πολὺ ὑπέρτερα μέσα ἐξαπολύσεως πυρηνικῶν ὅπλων, διηπειρωτικὰ καθὼς καὶ μέσου τύπου ἀεριωθούμενα βομβαρδιστικά.: [609, 1047, 784, 1142]
- article-massu-body: [975, 700, 1547, 1127]
- section-subhead: ΠΟΤΕ ΘΑ ΔΟΚΙΜΑΣΘΗ: [815, 1646, 948, 1660]
- headline-japan-treaty: ΥΠΕΓΡΑΦΗ ΕΠΙΣΗΜΩΣ ΕΙΣ ΟΥΑΣΙΓΚΤΩΝ Η ΣΥΝΘΗΚΗ ΑΣΦΑΛΕΙΑΣ ΚΑΙ ΣΥΝΕΡΓΑΣΙΑΣ ΜΕΤΑΞΥ ΗΝΩΜ. ΠΟΛΙΤΕΙΩΝ ΚΑΙ ΙΑΠΩΝΙΑΣ: [626, 545, 952, 598]
- section-subhead: ΟΙ ΑΛΛΟΙ ΑΡΧΗΓΟΙ: [45, 2171, 157, 2184]
- divider: [4, 840, 607, 841]
- headline-parliament-tobacco: Η ΒΟΥΛΗ ΣΥΖΗΤΕΙ ΚΑΙ ΠΑΛΙΝ ΤΟ ΚΑΠΝΙΚΟΝ: [618, 1247, 960, 1265]
- arrows-icon: ▶▶▶▶ ΣΥΝΕΧΕΙΑ: [4, 1986, 124, 2011]
- article-paragraph: ΛΟΝΔΙΝΟΝ, 19. (Ἀθην. Πρακτ.). — Κατὰ τὴν γνώμην τῶν ἐν Λονδίνῳ ἐγκύρων ἑλληνικῶν κύκλων, αἱ βάσεις ἑνὸς συμβιβασμοῦ, ὁ ὁποῖος θὰ ἐπιτρέψῃ τὴν ἔναρξιν τῶν συνομιλιῶν, ἐτέθησαν εἰς τὸ Λονδῖνον. Ἡ Ἀγγλία θὰ διατηρήσῃ νομικῶς τὴν κυριαρχίαν της ἐπὶ τῶν περιοχῶν τῶν βάσεων, ἀλλὰ θὰ ἀναθέσῃ κυριαρχικὰς ἐξουσίας ἐπ' αὐτῶν εἰς τὴν κυπριακὴν κυβέρνησιν. Αἱ συνομιλίαι ἀναμένεται νὰ συνεχισθοῦν κατὰ τὰς προσεχεῖς ἡμέρας μεταξὺ τῶν ἐνδιαφερομένων μερῶν.: [204, 1986, 397, 2142]
- divider: [609, 183, 969, 184]
- section-subhead: ΤΡΙΠΛΗ ΕΠΙΘΕΣΙΣ: [253, 212, 358, 226]
- article-paragraph: Ἡ φιλολογικὴ κυβέρνησις ἐκκαλεῖ τὴν προσοχὴν τῶν ἀρχῶν. Κατὰ τὴν διάρκειαν τῆς νυκτὸς ἄγνωστοι ἐπεχείρησαν νὰ πυρπολήσουν τὴν συναγωγὴν, αἱ ζημίαι ὅμως ὑπῆρξαν ἐλαφραί. Ἡ ἀστυνομία ἐρευνᾷ.: [4, 1008, 200, 1080]
- article-paragraph: ΡΩΜΗ, 19. (Ρώϋτερ). — Ὁμάς ἐξ 145 Ἰταλῶν ἐπιστημόνων ἐξέφρασε σοβαρὰς ἀνησυχίας διὰ τὰς συνεπείας ἐπὶ τῆς ὑγείας τοῦ ἰταλικοῦ λαοῦ, τὰς ὁποίας ἐνδέχεται νὰ ἔχῃ ἡ γαλλικὴ ἀτομικὴ δοκιμὴ εἰς τὴν Σαχάραν.: [794, 1664, 969, 1748]
- article-winter-body: [975, 1230, 1547, 1721]
- article-paragraph: ΛΟΝΔΙΝΟΝ, 19. (Ἀθην. Πρακτ.). — Κατὰ τὴν γνώμην τῶν ἐν Λονδίνῳ ἐγκύρων ἑλληνικῶν κύκλων, αἱ βάσεις ἑνὸς συμβιβασμοῦ, ὁ ὁποῖος θὰ ἐπιτρέψῃ τὴν ἔναρξιν τῶν συνομιλιῶν, ἐτέθησαν εἰς τὸ Λονδῖνον. Ἡ Ἀγγλία θὰ διατηρήσῃ νομικῶς τὴν κυριαρχίαν της ἐπὶ τῶν περιοχῶν τῶν βάσεων, ἀλλὰ θὰ ἀναθέσῃ κυριαρχικὰς ἐξουσίας ἐπ' αὐτῶν εἰς τὴν κυπριακὴν κυβέρνησιν. Αἱ συνομιλίαι ἀναμένεται νὰ συνεχισθοῦν κατὰ τὰς προσεχεῖς ἡμέρας μεταξὺ τῶν ἐνδιαφερομένων μερῶν.: [409, 1680, 607, 1835]
- column-left: [4, 0, 607, 2379]
- article-paragraph: ΟΥΑΣΙΓΚΤΩΝ, 19. (Ἀσσ. Πρὲς). — Ὁ ὑπουργὸς τῶν Ἀμυνῶν τῶν Ἡνωμένων Πολιτειῶν ἐδήλωσεν ὅτι ἡ Ἀμερικὴ διαθέτει κατὰ πολὺ ὑπέρτερα μέσα ἐξαπολύσεως πυρηνικῶν ὅπλων, διηπειρωτικὰ καθὼς καὶ μέσου τύπου ἀεριωθούμενα βομβαρδιστικά.: [609, 1302, 784, 1398]
- section-subhead: ΣΥΝΟΜΙΛΙΑ ΜΑΚΑΡΙΟΥ - ΛΟΥ ΝΤ: [208, 569, 402, 583]
- divider: [609, 1643, 969, 1644]
- section-subhead: ΔΥΟ ΘΑΝΑΤΟΙ ΕΙΣ ΙΤΑΛΙΑΝ: [1375, 1423, 1535, 1437]
- headline-reich-party: ΤΟ ΚΟΜΜΑ ΤΟΥ ΡΑΙΧ ΔΙΑΚΗΡΥΣΣΕΙ ΤΗΝ ΝΟΜΙΜΟΤΗΤΑ ΤΟΥ: [11, 875, 600, 902]
- article-paragraph: ΟΥΑΣΙΓΚΤΩΝ, 19. (Ἀσσ. Πρὲς). — Ὁ ὑπουργὸς τῶν Ἀμυνῶν τῶν Ἡνωμένων Πολιτειῶν ἐδήλωσεν ὅτι ἡ Ἀμερικὴ διαθέτει κατὰ πολὺ ὑπέρτερα μέσα ἐξαπολύσεως πυρηνικῶν ὅπλων, διηπειρωτικὰ καθὼς καὶ μέσου τύπου ἀεριωθούμενα βομβαρδιστικά.: [794, 961, 969, 1057]
- divider: [4, 911, 607, 912]
- section-subhead: ΝΕΑ ΠΡΟΒΟΚΑΤΣΙΑ: [1397, 835, 1512, 848]
- article-paragraph: ΟΥΑΣΙΓΚΤΩΝ, 19. (Ἀσσ. Πρὲς). — Ὁ ὑπουργὸς τῶν Ἀμυνῶν τῶν Ἡνωμένων Πολιτειῶν ἐδήλωσεν ὅτι ἡ Ἀμερικὴ διαθέτει κατὰ πολὺ ὑπέρτερα μέσα ἐξαπολύσεως πυρηνικῶν ὅπλων, διηπειρωτικὰ καθὼς καὶ μέσου τύπου ἀεριωθούμενα βομβαρδιστικά.: [794, 1404, 969, 1500]
- divider: [609, 874, 969, 876]
- article-paragraph: ΑΘΗΝΑΙ, 19. — Ἀύριον συνέρχεται ὑπὸ τὴν προεδρίαν τοῦ ὑφυπουργοῦ κ. Ψαρρέα τὸ Ἀνώτατον Ὑγειονομικὸν Συμβούλιον, διὰ νὰ ἐξετάσῃ τὴν μέθοδον τοῦ ἰατροῦ κ. Σπηλιοπούλου διὰ τὴν καταπολέμησιν τοῦ καρκίνου.: [975, 1253, 1161, 1324]
- section-subhead: ΕΚΛΗΘΗ ΕΙΣ ΤΟ ΠΑΡΙΣΙ: [999, 854, 1137, 868]
- article-paragraph: ΛΟΝΔΙΝΟΝ, 19. (Ἀθην. Πρακτ.). — Κατὰ τὴν γνώμην τῶν ἐν Λονδίνῳ ἐγκύρων ἑλληνικῶν κύκλων, αἱ βάσεις ἑνὸς συμβιβασμοῦ, ὁ ὁποῖος θὰ ἐπιτρέψῃ τὴν ἔναρξιν τῶν συνομιλιῶν, ἐτέθησαν εἰς τὸ Λονδῖνον. Ἡ Ἀγγλία θὰ διατηρήσῃ νομικῶς τὴν κυριαρχίαν της ἐπὶ τῶν περιοχῶν τῶν βάσεων, ἀλλὰ θὰ ἀναθέσῃ κυριαρχικὰς ἐξουσίας ἐπ' αὐτῶν εἰς τὴν κυπριακὴν κυβέρνησιν. Αἱ συνομιλίαι ἀναμένεται νὰ συνεχισθοῦν κατὰ τὰς προσεχεῖς ἡμέρας μεταξὺ τῶν ἐνδιαφερομένων μερῶν.: [4, 392, 200, 548]
- article-paragraph: ΛΟΝΔΙΝΟΝ, 19. (Ἀθην. Πρακτ.). — Κατὰ τὴν γνώμην τῶν ἐν Λονδίνῳ ἐγκύρων ἑλληνικῶν κύκλων, αἱ βάσεις ἑνὸς συμβιβασμοῦ, ὁ ὁποῖος θὰ ἐπιτρέψῃ τὴν ἔναρξιν τῶν συνομιλιῶν, ἐτέθησαν εἰς τὸ Λονδῖνον. Ἡ Ἀγγλία θὰ διατηρήσῃ νομικῶς τὴν κυριαρχίαν της ἐπὶ τῶν περιοχῶν τῶν βάσεων, ἀλλὰ θὰ ἀναθέσῃ κυριαρχικὰς ἐξουσίας ἐπ' αὐτῶν εἰς τὴν κυπριακὴν κυβέρνησιν. Αἱ συνομιλίαι ἀναμένεται νὰ συνεχισθοῦν κατὰ τὰς προσεχεῖς ἡμέρας μεταξὺ τῶν ἐνδιαφερομένων μερῶν.: [209, 1461, 399, 1629]
- divider: [609, 1242, 969, 1244]
- article-paragraph: ΟΥΑΣΙΓΚΤΩΝ, 19. (Ἀσσ. Πρὲς). — Ὁ ὑπουργὸς τῶν Ἀμυνῶν τῶν Ἡνωμένων Πολιτειῶν ἐδήλωσεν ὅτι ἡ Ἀμερικὴ διαθέτει κατὰ πολὺ ὑπέρτερα μέσα ἐξαπολύσεως πυρηνικῶν ὅπλων, διηπειρωτικὰ καθὼς καὶ μέσου τύπου ἀεριωθούμενα βομβαρδιστικά.: [609, 188, 784, 284]
- article-paragraph: ΟΥΑΣΙΓΚΤΩΝ, 19. (Ἀσσ. Πρὲς). — Ὁ ὑπουργὸς τῶν Ἀμυνῶν τῶν Ἡνωμένων Πολιτειῶν ἐδήλωσεν ὅτι ἡ Ἀμερικὴ διαθέτει κατὰ πολὺ ὑπέρτερα μέσα ἐξαπολύσεως πυρηνικῶν ὅπλων, διηπειρωτικὰ καθὼς καὶ μέσου τύπου ἀεριωθούμενα βομβαρδιστικά.: [794, 606, 969, 702]
- section-subhead: ΔΕΝ ΣΤΕΡΕΙΤΑΙ ΕΝΔΙΑΦΕΡΟΝΤΟΣ: [1016, 339, 1120, 365]
- article-paragraph: ΑΘΗΝΑΙ, 19. — Ἀύριον συνέρχεται ὑπὸ τὴν προεδρίαν τοῦ ὑφυπουργοῦ κ. Ψαρρέα τὸ Ἀνώτατον Ὑγειονομικὸν Συμβούλιον, διὰ νὰ ἐξετάσῃ τὴν μέθοδον τοῦ ἰατροῦ κ. Σπηλιοπούλου διὰ τὴν καταπολέμησιν τοῦ καρκίνου.: [1361, 851, 1547, 923]
- article-paragraph: ΛΟΝΔΙΝΟΝ, 19. (Ἀθην. Πρακτ.). — Κατὰ τὴν γνώμην τῶν ἐν Λονδίνῳ ἐγκύρων ἑλληνικῶν κύκλων, αἱ βάσεις ἑνὸς συμβιβασμοῦ, ὁ ὁποῖος θὰ ἐπιτρέψῃ τὴν ἔναρξιν τῶν συνομιλιῶν, ἐτέθησαν εἰς τὸ Λονδῖνον. Ἡ Ἀγγλία θὰ διατηρήσῃ νομικῶς τὴν κυριαρχίαν της ἐπὶ τῶν περιοχῶν τῶν βάσεων, ἀλλὰ θὰ ἀναθέσῃ κυριαρχικὰς ἐξουσίας ἐπ' αὐτῶν εἰς τὴν κυπριακὴν κυβέρνησιν. Αἱ συνομιλίαι ἀναμένεται νὰ συνεχισθοῦν κατὰ τὰς προσεχεῖς ἡμέρας μεταξὺ τῶν ἐνδιαφερομένων μερῶν.: [411, 570, 607, 726]
- article-paragraph: ΛΟΝΔΙΝΟΝ, 19. (Ἀθην. Πρακτ.). — Κατὰ τὴν γνώμην τῶν ἐν Λονδίνῳ ἐγκύρων ἑλληνικῶν κύκλων, αἱ βάσεις ἑνὸς συμβιβασμοῦ, ὁ ὁποῖος θὰ ἐπιτρέψῃ τὴν ἔναρξιν τῶν συνομιλιῶν, ἐτέθησαν εἰς τὸ Λονδῖνον. Ἡ Ἀγγλία θὰ διατηρήσῃ νομικῶς τὴν κυριαρχίαν της ἐπὶ τῶν περιοχῶν τῶν βάσεων, ἀλλὰ θὰ ἀναθέσῃ κυριαρχικὰς ἐξουσίας ἐπ' αὐτῶν εἰς τὴν κυπριακὴν κυβέρνησιν. Αἱ συνομιλίαι ἀναμένεται νὰ συνεχισθοῦν κατὰ τὰς προσεχεῖς ἡμέρας μεταξὺ τῶν ἐνδιαφερομένων μερῶν.: [209, 1273, 399, 1441]
- article-paragraph: ΡΩΜΗ, 19. (Ρώϋτερ). — Ὁμάς ἐξ 145 Ἰταλῶν ἐπιστημόνων ἐξέφρασε σοβαρὰς ἀνησυχίας διὰ τὰς συνεπείας ἐπὶ τῆς ὑγείας τοῦ ἰταλικοῦ λαοῦ, τὰς ὁποίας ἐνδέχεται νὰ ἔχῃ ἡ γαλλικὴ ἀτομικὴ δοκιμὴ εἰς τὴν Σαχάραν.: [609, 1737, 784, 1822]
- continuation-label: ΣΥΝΕΧΕΙΑ: [662, 1281, 722, 1294]
- headline-synagogue: ΑΠΟΠΕΙΡΑ ΕΜΠΡΗΣΜΟΥ ΜΙΑΣ ΣΥΝΑΓΩΓΗΣ ΕΙΣ ΤΟ ΑΜΠΕΓΚ: [15, 845, 596, 871]
- headline-political-leaders: ΟΙ ΠΟΛΙΤΙΚΟΙ ΑΡΧΗΓΟΙ ΔΙΑ ΤΑΣ ΦΗΜΑΣ ΠΕΡΙ ΣΥΝΤΟΜΩΝ ΠΟΛΙΤΙΚΩΝ ΕΞΕΛΙΞΕΩΝ: [17, 1940, 388, 1981]
- divider: [609, 538, 969, 540]
- section-subhead: ΕΠΕΣΚΕΦΘΗ ΑΣΘΕΝΕΙΣ: [440, 391, 578, 404]
- section-subhead: ΝΑ ΣΤΑΛΗ ΕΙΣ ΑΜΕΡΙΚΗΝ: [1378, 303, 1531, 317]
- article-cancer-body: [975, 185, 1547, 592]
- box-title: Ο ΝΑΣΣΕΡ ΤΟΝ ΑΠΡΙΛΙΟΝ ΘΑ ΜΕΤΑΒΗ ΕΙΣ ΠΑΚΙΣΤΑΝ: [1175, 1347, 1347, 1373]
- headline-recalled-metropolis: ΑΝΕΚΛΗΘΗ ΑΜΕΣΩΣ ΕΙΣ ΤΗΝ ΜΗΤΡΟΠΟΛΙΝ: [987, 664, 1535, 692]
- column-middle: [609, 0, 969, 2287]
- news-box-chessman: [4, 1469, 199, 1538]
- section-subhead: ΕΙΣ ΤΟΥΡΚΙΑΝ ΚΑΙ ΣΥΡΙΑΝ: [1377, 1329, 1533, 1343]
- box-title: ΟΙ ΣΥΝΗΓΟΡΟΙ ΤΟΥ ΤΣΕΣΜΑΝ ΠΡΟΣΠΑΘΟΥΝ ΝΑ ΕΠΙΤΥΧΟΥΝ ΝΕΑΝ ΑΝΑΒΟΛΗΝ ΤΗΣ ΕΚΤΕΛΕΣΕΩΣ ΤΟΥ: [12, 1476, 191, 1527]
- article-paragraph: ΛΟΝΔΙΝΟΝ, 19. (Ἀθην. Πρακτ.). — Κατὰ τὴν γνώμην τῶν ἐν Λονδίνῳ ἐγκύρων ἑλληνικῶν κύκλων, αἱ βάσεις ἑνὸς συμβιβασμοῦ, ὁ ὁποῖος θὰ ἐπιτρέψῃ τὴν ἔναρξιν τῶν συνομιλιῶν, ἐτέθησαν εἰς τὸ Λονδῖνον. Ἡ Ἀγγλία θὰ διατηρήσῃ νομικῶς τὴν κυριαρχίαν της ἐπὶ τῶν περιοχῶν τῶν βάσεων, ἀλλὰ θὰ ἀναθέσῃ κυριαρχικὰς ἐξουσίας ἐπ' αὐτῶν εἰς τὴν κυπριακὴν κυβέρνησιν. Αἱ συνομιλίαι ἀναμένεται νὰ συνεχισθοῦν κατὰ τὰς προσεχεῖς ἡμέρας μεταξὺ τῶν ἐνδιαφερομένων μερῶν.: [4, 1084, 200, 1240]
- article-paragraph: ΟΥΑΣΙΓΚΤΩΝ, 19. (Ἀσσ. Πρὲς). — Ὁ ὑπουργὸς τῶν Ἀμυνῶν τῶν Ἡνωμένων Πολιτειῶν ἐδήλωσεν ὅτι ἡ Ἀμερικὴ διαθέτει κατὰ πολὺ ὑπέρτερα μέσα ἐξαπολύσεως πυρηνικῶν ὅπλων, διηπειρωτικὰ καθὼς καὶ μέσου τύπου ἀεριωθούμενα βομβαρδιστικά.: [609, 708, 784, 804]
- article-paragraph: ΛΟΝΔΙΝΟΝ, 19. (Ἀθην. Πρακτ.). — Κατὰ τὴν γνώμην τῶν ἐν Λονδίνῳ ἐγκύρων ἑλληνικῶν κύκλων, αἱ βάσεις ἑνὸς συμβιβασμοῦ, ὁ ὁποῖος θὰ ἐπιτρέψῃ τὴν ἔναρξιν τῶν συνομιλιῶν, ἐτέθησαν εἰς τὸ Λονδῖνον. Ἡ Ἀγγλία θὰ διατηρήσῃ νομικῶς τὴν κυριαρχίαν της ἐπὶ τῶν περιοχῶν τῶν βάσεων, ἀλλὰ θὰ ἀναθέσῃ κυριαρχικὰς ἐξουσίας ἐπ' αὐτῶν εἰς τὴν κυπριακὴν κυβέρνησιν. Αἱ συνομιλίαι ἀναμένεται νὰ συνεχισθοῦν κατὰ τὰς προσεχεῖς ἡμέρας μεταξὺ τῶν ἐνδιαφερομένων μερῶν.: [204, 2223, 397, 2379]
- box-title: ΕΚΤΑΚΤΑ ΜΕΤΡΑ ΕΙΣ ΡΩΜΗΝ ΕΠΙ ΤΗ ΑΦΙΞΕΙ ΤΟΥ ΔΟΚΤΟΡΟΣ ΑΝΤΕΝΑΟΥΕΡ: [418, 1148, 599, 1187]
- article-paragraph: ΑΘΗΝΑΙ, 19. — Ἀύριον συνέρχεται ὑπὸ τὴν προεδρίαν τοῦ ὑφυπουργοῦ κ. Ψαρρέα τὸ Ἀνώτατον Ὑγειονομικὸν Συμβούλιον, διὰ νὰ ἐξετάσῃ τὴν μέθοδον τοῦ ἰατροῦ κ. Σπηλιοπούλου διὰ τὴν καταπολέμησιν τοῦ καρκίνου.: [1168, 1261, 1354, 1334]
- news-box-poland: [4, 1245, 199, 1304]
- news-box-adenauer: [410, 1140, 607, 1196]
- headline-massu-algeria: Ο ΕΝ ΑΛΓΕΡΙΩ ΣΤΡΑΤΗΓΟΣ ΜΑΣΥ ΜΕΤΑΝΟΕΙ ΔΙΟΤΙ ΥΠΕΣΤΗΡΙΞΕ ΤΟΝ ΝΤΕ ΓΚΩΛ: [1007, 606, 1515, 658]
- news-box-kanellopoulos: [410, 1840, 607, 1887]
- article-paragraph: ΛΟΝΔΙΝΟΝ, 19. (Ἀθην. Πρακτ.). — Κατὰ τὴν γνώμην τῶν ἐν Λονδίνῳ ἐγκύρων ἑλληνικῶν κύκλων, αἱ βάσεις ἑνὸς συμβιβασμοῦ, ὁ ὁποῖος θὰ ἐπιτρέψῃ τὴν ἔναρξιν τῶν συνομιλιῶν, ἐτέθησαν εἰς τὸ Λονδῖνον. Ἡ Ἀγγλία θὰ διατηρήσῃ νομικῶς τὴν κυριαρχίαν της ἐπὶ τῶν περιοχῶν τῶν βάσεων, ἀλλὰ θὰ ἀναθέσῃ κυριαρχικὰς ἐξουσίας ἐπ' αὐτῶν εἰς τὴν κυπριακὴν κυβέρνησιν. Αἱ συνομιλίαι ἀναμένεται νὰ συνεχισθοῦν κατὰ τὰς προσεχεῖς ἡμέρας μεταξὺ τῶν ἐνδιαφερομένων μερῶν.: [411, 229, 607, 385]
- article-paragraph: ΛΟΝΔΙΝΟΝ, 19. (Ἀθην. Πρακτ.). — Κατὰ τὴν γνώμην τῶν ἐν Λονδίνῳ ἐγκύρων ἑλληνικῶν κύκλων, αἱ βάσεις ἑνὸς συμβιβασμοῦ, ὁ ὁποῖος θὰ ἐπιτρέψῃ τὴν ἔναρξιν τῶν συνομιλιῶν, ἐτέθησαν εἰς τὸ Λονδῖνον. Ἡ Ἀγγλία θὰ διατηρήσῃ νομικῶς τὴν κυριαρχίαν της ἐπὶ τῶν περιοχῶν τῶν βάσεων, ἀλλὰ θὰ ἀναθέσῃ κυριαρχικὰς ἐξουσίας ἐπ' αὐτῶν εἰς τὴν κυπριακὴν κυβέρνησιν. Αἱ συνομιλίαι ἀναμένεται νὰ συνεχισθοῦν κατὰ τὰς προσεχεῖς ἡμέρας μεταξὺ τῶν ἐνδιαφερομένων μερῶν.: [207, 586, 403, 742]
- section-subhead: ΔΙΙΣΤΑΝΤΑΙ ΑΙ ΑΠΟΨΕΙΣ: [1190, 238, 1332, 251]
- article-paragraph: ΑΘΗΝΑΙ, 19. — Ἀύριον συνέρχεται ὑπὸ τὴν προεδρίαν τοῦ ὑφυπουργοῦ κ. Ψαρρέα τὸ Ἀνώτατον Ὑγειονομικὸν Συμβούλιον, διὰ νὰ ἐξετάσῃ τὴν μέθοδον τοῦ ἰατροῦ κ. Σπηλιοπούλου διὰ τὴν καταπολέμησιν τοῦ καρκίνου.: [1361, 757, 1547, 829]
- section-subhead: Η ΤΟΥΡΚΙΚΗ ΑΝΤΙΔΡΑΣΙΣ: [27, 374, 176, 388]
- article-paragraph: Ἡ φιλολογικὴ κυβέρνησις ἐκκαλεῖ τὴν προσοχὴν τῶν ἀρχῶν. Κατὰ τὴν διάρκειαν τῆς νυκτὸς ἄγνωστοι ἐπεχείρησαν νὰ πυρπολήσουν τὴν συναγωγὴν, αἱ ζημίαι ὅμως ὑπῆρξαν ἐλαφραί. Ἡ ἀστυνομία ἐρευνᾷ.: [409, 1199, 607, 1271]
- section-subhead: ΔΙΑΨΕΥΔΕΤΑΙ: [1220, 699, 1302, 713]
- section-subhead: ΠΛΗΜΜΥΡΑΙ ΕΙΣ ΤΟΥΡΚΙΑΝ: [986, 1330, 1150, 1344]
- article-paragraph: ΡΩΜΗ, 19. (Ρώϋτερ). — Ὁμάς ἐξ 145 Ἰταλῶν ἐπιστημόνων ἐξέφρασε σοβαρὰς ἀνησυχίας διὰ τὰς συνεπείας ἐπὶ τῆς ὑγείας τοῦ ἰταλικοῦ λαοῦ, τὰς ὁποίας ἐνδέχεται νὰ ἔχῃ ἡ γαλλικὴ ἀτομικὴ δοκιμὴ εἰς τὴν Σαχάραν.: [794, 1754, 969, 1837]
- article-paragraph: ΑΘΗΝΑΙ, 19. — Ἀύριον συνέρχεται ὑπὸ τὴν προεδρίαν τοῦ ὑφυπουργοῦ κ. Ψαρρέα τὸ Ἀνώτατον Ὑγειονομικὸν Συμβούλιον, διὰ νὰ ἐξετάσῃ τὴν μέθοδον τοῦ ἰατροῦ κ. Σπηλιοπούλου διὰ τὴν καταπολέμησιν τοῦ καρκίνου.: [1361, 1252, 1547, 1324]
- box-title: ΤΟ Κ. Κ. ΠΟΛΩΝΙΑΣ ΔΙΑ ΤΗΝ ΟΙΚΟΝΟΜΙΚΗΝ ΚΑΤΑΣΤΑΣΙΝ ΤΗΣ: [9, 1253, 194, 1294]
- article-japan-body: [609, 607, 969, 869]
- article-political-body: [4, 2012, 198, 2260]
- continuation-col: [4, 1987, 198, 2278]
- section-subhead: ΟΙ ΑΡΑΒΕΣ ΚΑΙ ΟΙ ΑΛΓΕΡΙΝΟΙ: [1174, 887, 1348, 901]
- box-title: ΡΥΜΟΥΛΚΕΙΤΑΙ ΕΙΣ ΠΕΙΡΑΙΑ ΑΜΕΡΙΚΑΝΙΚΟΝ ΦΟΡΤΗΓΟΝ: [426, 1640, 591, 1666]
- article-cyprus-body: [4, 213, 607, 834]
- article-paragraph: ΛΟΝΔΙΝΟΝ, 19. (Ἀθην. Πρακτ.). — Κατὰ τὴν γνώμην τῶν ἐν Λονδίνῳ ἐγκύρων ἑλληνικῶν κύκλων, αἱ βάσεις ἑνὸς συμβιβασμοῦ, ὁ ὁποῖος θὰ ἐπιτρέψῃ τὴν ἔναρξιν τῶν συνομιλιῶν, ἐτέθησαν εἰς τὸ Λονδῖνον. Ἡ Ἀγγλία θὰ διατηρήσῃ νομικῶς τὴν κυριαρχίαν της ἐπὶ τῶν περιοχῶν τῶν βάσεων, ἀλλὰ θὰ ἀναθέσῃ κυριαρχικὰς ἐξουσίας ἐπ' αὐτῶν εἰς τὴν κυπριακὴν κυβέρνησιν. Αἱ συνομιλίαι ἀναμένεται νὰ συνεχισθοῦν κατὰ τὰς προσεχεῖς ἡμέρας μεταξὺ τῶν ἐνδιαφερομένων μερῶν.: [4, 1664, 200, 1820]
- divider: [4, 208, 607, 209]
- article-paragraph: ΟΥΑΣΙΓΚΤΩΝ, 19. (Ἀσσ. Πρὲς). — Ὁ ὑπουργὸς τῶν Ἀμυνῶν τῶν Ἡνωμένων Πολιτειῶν ἐδήλωσεν ὅτι ἡ Ἀμερικὴ διαθέτει κατὰ πολὺ ὑπέρτερα μέσα ἐξαπολύσεως πυρηνικῶν ὅπλων, διηπειρωτικὰ καθὼς καὶ μέσου τύπου ἀεριωθούμενα βομβαρδιστικά.: [609, 188, 969, 440]
- news-box-freighter: [410, 1633, 607, 1676]
- article-paragraph: ΑΘΗΝΑΙ, 19. — Ἀύριον συνέρχεται ὑπὸ τὴν προεδρίαν τοῦ ὑφυπουργοῦ κ. Ψαρρέα τὸ Ἀνώτατον Ὑγειονομικὸν Συμβούλιον, διὰ νὰ ἐξετάσῃ τὴν μέθοδον τοῦ ἰατροῦ κ. Σπηλιοπούλου διὰ τὴν καταπολέμησιν τοῦ καρκίνου.: [1361, 227, 1547, 299]
- article-paragraph: ΑΘΗΝΑΙ, 19. — Ἀύριον συνέρχεται ὑπὸ τὴν προεδρίαν τοῦ ὑφυπουργοῦ κ. Ψαρρέα τὸ Ἀνώτατον Ὑγειονομικὸν Συμβούλιον, διὰ νὰ ἐξετάσῃ τὴν μέθοδον τοῦ ἰατροῦ κ. Σπηλιοπούλου διὰ τὴν καταπολέμησιν τοῦ καρκίνου.: [1361, 1441, 1547, 1512]
- article-paragraph: Ἡ φιλολογικὴ κυβέρνησις ἐκκαλεῖ τὴν προσοχὴν τῶν ἀρχῶν. Κατὰ τὴν διάρκειαν τῆς νυκτὸς ἄγνωστοι ἐπεχείρησαν νὰ πυρπολήσουν τὴν συναγωγὴν, αἱ ζημίαι ὅμως ὑπῆρξαν ἐλαφραί. Ἡ ἀστυνομία ἐρευνᾷ.: [409, 1889, 607, 1961]
- section-subhead: ΣΥΛΛΗΨΙΣ ΥΠΟΠΤΟΥ: [242, 991, 366, 1004]
- section-subhead: ΤΟ ΚΟΜΜΑ ΤΟΥ ΡΑΙΧ: [38, 991, 165, 1004]
- divider: [975, 1231, 1547, 1232]
- news-box-flu: [410, 1276, 607, 1332]
- article-paragraph: ΑΘΗΝΑΙ, 19. — Ἀύριον συνέρχεται ὑπὸ τὴν προεδρίαν τοῦ ὑφυπουργοῦ κ. Ψαρρέα τὸ Ἀνώτατον Ὑγειονομικὸν Συμβούλιον, διὰ νὰ ἐξετάσῃ τὴν μέθοδον τοῦ ἰατροῦ κ. Σπηλιοπούλου διὰ τὴν καταπολέμησιν τοῦ καρκίνου.: [975, 184, 1161, 256]
- article-paragraph: ΑΘΗΝΑΙ, 19. — Ἀύριον συνέρχεται ὑπὸ τὴν προεδρίαν τοῦ ὑφυπουργοῦ κ. Ψαρρέα τὸ Ἀνώτατον Ὑγειονομικὸν Συμβούλιον, διὰ νὰ ἐξετάσῃ τὴν μέθοδον τοῦ ἰατροῦ κ. Σπηλιοπούλου διὰ τὴν καταπολέμησιν τοῦ καρκίνου.: [1168, 1385, 1354, 1457]
- headline-cyprus-bases: ΑΙ ΒΑΣΕΙΣ ΕΝΟΣ ΣΥΜΒΙΒΑΣΜΟΥ ΕΠΙ ΤΟΥ ΚΥΠΡΙΑΚΟΥ ΕΤΕΘΗΣΑΝ ΕΙΣ ΤΟ ΛΟΝΔΙΝΟΝ: [18, 4, 592, 140]
- subheadline-america: Διαθέτει κατὰ πολὺ ὑπέρτερα διηπειρωτικὰ ἀεριωθούμενα καθὼς ἐπίσης καὶ μέσου τύπου ἀεριωθούμενα βομβαρδιστικά: [621, 130, 957, 177]
- continuation-icon: ●●●: [975, 1230, 1027, 1254]
- article-paragraph: ΑΘΗΝΑΙ, 19. — Ἀύριον συνέρχεται ὑπὸ τὴν προεδρίαν τοῦ ὑφυπουργοῦ κ. Ψαρρέα τὸ Ἀνώτατον Ὑγειονομικὸν Συμβούλιον, διὰ νὰ ἐξετάσῃ τὴν μέθοδον τοῦ ἰατροῦ κ. Σπηλιοπούλου διὰ τὴν καταπολέμησιν τοῦ καρκίνου.: [1168, 1791, 1547, 1844]
- article-paragraph: Ἡ φιλολογικὴ κυβέρνησις ἐκκαλεῖ τὴν προσοχὴν τῶν ἀρχῶν. Κατὰ τὴν διάρκειαν τῆς νυκτὸς ἄγνωστοι ἐπεχείρησαν νὰ πυρπολήσουν τὴν συναγωγὴν, αἱ ζημίαι ὅμως ὑπῆρξαν ἐλαφραί. Ἡ ἀστυνομία ἐρευνᾷ.: [4, 1540, 200, 1612]
- article-paragraph: ΑΘΗΝΑΙ, 19. — Ἀύριον συνέρχεται ὑπὸ τὴν προεδρίαν τοῦ ὑφυπουργοῦ κ. Ψαρρέα τὸ Ἀνώτατον Ὑγειονομικὸν Συμβούλιον, διὰ νὰ ἐξετάσῃ τὴν μέθοδον τοῦ ἰατροῦ κ. Σπηλιοπούλου διὰ τὴν καταπολέμησιν τοῦ καρκίνου.: [975, 1347, 1161, 1418]
- article-paragraph: ΑΘΗΝΑΙ, 19. — Ἀύριον συνέρχεται ὑπὸ τὴν προεδρίαν τοῦ ὑφυπουργοῦ κ. Ψαρρέα τὸ Ἀνώτατον Ὑγειονομικὸν Συμβούλιον, διὰ νὰ ἐξετάσῃ τὴν μέθοδον τοῦ ἰατροῦ κ. Σπηλιοπούλου διὰ τὴν καταπολέμησιν τοῦ καρκίνου.: [1168, 809, 1354, 881]
- article-paragraph: Ἡ φιλολογικὴ κυβέρνησις ἐκκαλεῖ τὴν προσοχὴν τῶν ἀρχῶν. Κατὰ τὴν διάρκειαν τῆς νυκτὸς ἄγνωστοι ἐπεχείρησαν νὰ πυρπολήσουν τὴν συναγωγὴν, αἱ ζημίαι ὅμως ὑπῆρξαν ἐλαφραί. Ἡ ἀστυνομία ἐρευνᾷ.: [204, 2146, 397, 2218]
- article-paragraph: ΟΥΑΣΙΓΚΤΩΝ, 19. (Ἀσσ. Πρὲς). — Ὁ ὑπουργὸς τῶν Ἀμυνῶν τῶν Ἡνωμένων Πολιτειῶν ἐδήλωσεν ὅτι ἡ Ἀμερικὴ διαθέτει κατὰ πολὺ ὑπέρτερα μέσα ἐξαπολύσεως πυρηνικῶν ὅπλων, διηπειρωτικὰ καθὼς καὶ μέσου τύπου ἀεριωθούμενα βομβαρδιστικά.: [609, 290, 784, 386]
- news-box-tito: [410, 916, 607, 975]
- section-subhead: ΑΙ ΕΡΕΥΝΑΙ ΔΙΑ ΤΟ ΑΛΛΟ: [807, 943, 957, 957]
- divider: [609, 940, 969, 941]
- article-paragraph: ΑΘΗΝΑΙ, 19. — Ἀύριον συνέρχεται ὑπὸ τὴν προεδρίαν τοῦ ὑφυπουργοῦ κ. Ψαρρέα τὸ Ἀνώτατον Ὑγειονομικὸν Συμβούλιον, διὰ νὰ ἐξετάσῃ τὴν μέθοδον τοῦ ἰατροῦ κ. Σπηλιοπούλου διὰ τὴν καταπολέμησιν τοῦ καρκίνου.: [975, 1425, 1161, 1497]
- section-subhead: ΟΙ ΑΔΙΑΛΛΑΚΤΟΙ ΑΠΟΧΩΡΟΥΝ: [1364, 741, 1544, 754]
- section-subhead: ΠΥΡ ΕΙΣ ΜΙΑΝ ΣΥΝΑΓΩΓΗΝ: [225, 1179, 384, 1192]
- box-title: Ο Κ. ΚΑΝΕΛΛΟΠΟΥΛΟΣ ΕΙΣ ΤΑ ΑΝΑΚΤΟΡΑ: [421, 1849, 596, 1877]
- article-left-right: [409, 916, 607, 1961]
- divider: [975, 598, 1547, 600]
- news-box-nasser: [1168, 1338, 1353, 1381]
- divider: [975, 180, 1547, 181]
- article-paragraph: ΑΘΗΝΑΙ, 19. — Ἀύριον συνέρχεται ὑπὸ τὴν προεδρίαν τοῦ ὑφυπουργοῦ κ. Ψαρρέα τὸ Ἀνώτατον Ὑγειονομικὸν Συμβούλιον, διὰ νὰ ἐξετάσῃ τὴν μέθοδον τοῦ ἰατροῦ κ. Σπηλιοπούλου διὰ τὴν καταπολέμησιν τοῦ καρκίνου.: [1168, 255, 1354, 327]
- article-paragraph: ΛΟΝΔΙΝΟΝ, 19. (Ἀθην. Πρακτ.). — Κατὰ τὴν γνώμην τῶν ἐν Λονδίνῳ ἐγκύρων ἑλληνικῶν κύκλων, αἱ βάσεις ἑνὸς συμβιβασμοῦ, ὁ ὁποῖος θὰ ἐπιτρέψῃ τὴν ἔναρξιν τῶν συνομιλιῶν, ἐτέθησαν εἰς τὸ Λονδῖνον. Ἡ Ἀγγλία θὰ διατηρήσῃ νομικῶς τὴν κυριαρχίαν της ἐπὶ τῶν περιοχῶν τῶν βάσεων, ἀλλὰ θὰ ἀναθέσῃ κυριαρχικὰς ἐξουσίας ἐπ' αὐτῶν εἰς τὴν κυπριακὴν κυβέρνησιν. Αἱ συνομιλίαι ἀναμένεται νὰ συνεχισθοῦν κατὰ τὰς προσεχεῖς ἡμέρας μεταξὺ τῶν ἐνδιαφερομένων μερῶν.: [409, 979, 607, 1135]
- section-subhead: ΚΑΙ ΑΛΛΟ ΘΥΜΑ: [1212, 1461, 1311, 1475]
